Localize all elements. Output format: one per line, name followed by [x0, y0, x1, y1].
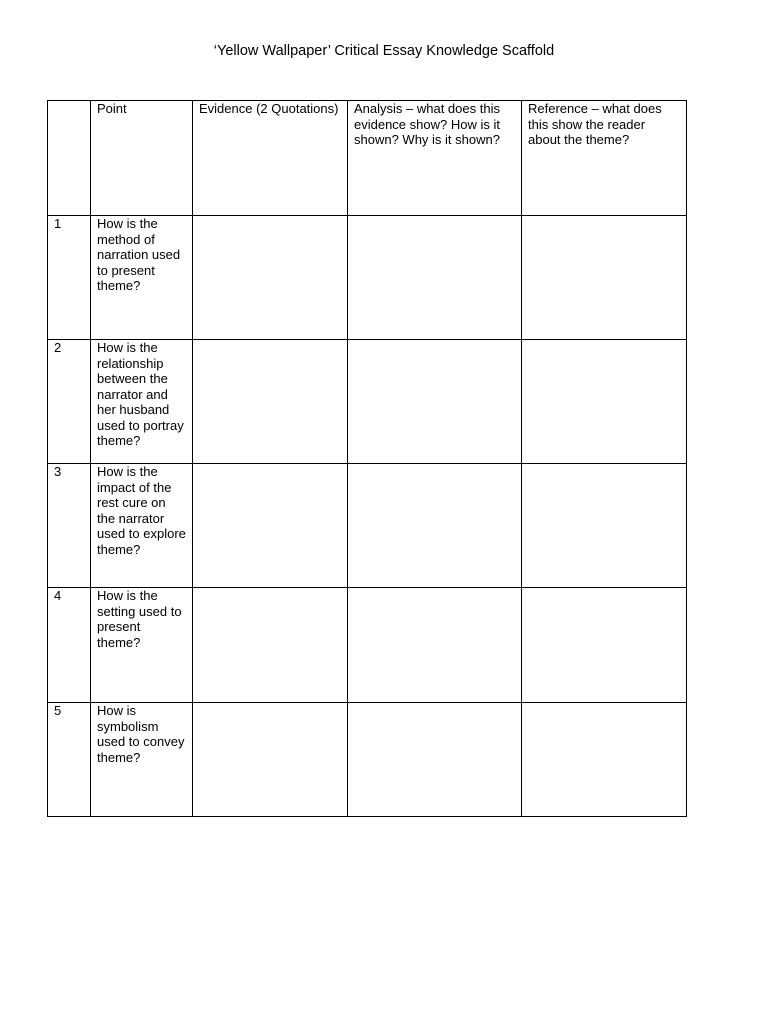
header-row — [48, 101, 687, 216]
row-number-cell: 2 — [48, 340, 91, 464]
reference-cell[interactable] — [522, 340, 687, 464]
essay-scaffold-table — [47, 100, 687, 817]
reference-cell[interactable] — [522, 588, 687, 703]
row-number-cell: 1 — [48, 216, 91, 340]
evidence-cell[interactable] — [193, 703, 348, 817]
document-title: ‘Yellow Wallpaper’ Critical Essay Knowledge Scaffold — [213, 43, 555, 59]
analysis-cell[interactable] — [348, 216, 522, 340]
analysis-cell[interactable] — [348, 703, 522, 817]
reference-cell[interactable] — [522, 703, 687, 817]
point-cell: How is the setting used to present theme? — [91, 588, 193, 703]
point-cell: How is symbolism used to convey theme? — [91, 703, 193, 817]
header-evidence-cell: Evidence (2 Quotations) — [193, 101, 348, 216]
point-cell: How is the impact of the rest cure on the narrator used to explore theme? — [91, 464, 193, 588]
reference-cell[interactable] — [522, 464, 687, 588]
table-row — [48, 340, 687, 464]
row-number-cell: 3 — [48, 464, 91, 588]
analysis-cell[interactable] — [348, 340, 522, 464]
header-reference-cell: Reference – what does this show the reader about the theme? — [522, 101, 687, 216]
table-row — [48, 703, 687, 817]
row-number-cell: 4 — [48, 588, 91, 703]
point-cell: How is the relationship between the narrator and her husband used to portray theme? — [91, 340, 193, 464]
header-number-cell — [48, 101, 91, 216]
header-point-cell: Point — [91, 101, 193, 216]
table-row — [48, 216, 687, 340]
evidence-cell[interactable] — [193, 216, 348, 340]
analysis-cell[interactable] — [348, 588, 522, 703]
analysis-cell[interactable] — [348, 464, 522, 588]
table-row — [48, 588, 687, 703]
point-cell: How is the method of narration used to present theme? — [91, 216, 193, 340]
table-row — [48, 464, 687, 588]
row-number-cell: 5 — [48, 703, 91, 817]
evidence-cell[interactable] — [193, 340, 348, 464]
evidence-cell[interactable] — [193, 588, 348, 703]
reference-cell[interactable] — [522, 216, 687, 340]
evidence-cell[interactable] — [193, 464, 348, 588]
header-analysis-cell: Analysis – what does this evidence show? How is it shown? Why is it shown? — [348, 101, 522, 216]
